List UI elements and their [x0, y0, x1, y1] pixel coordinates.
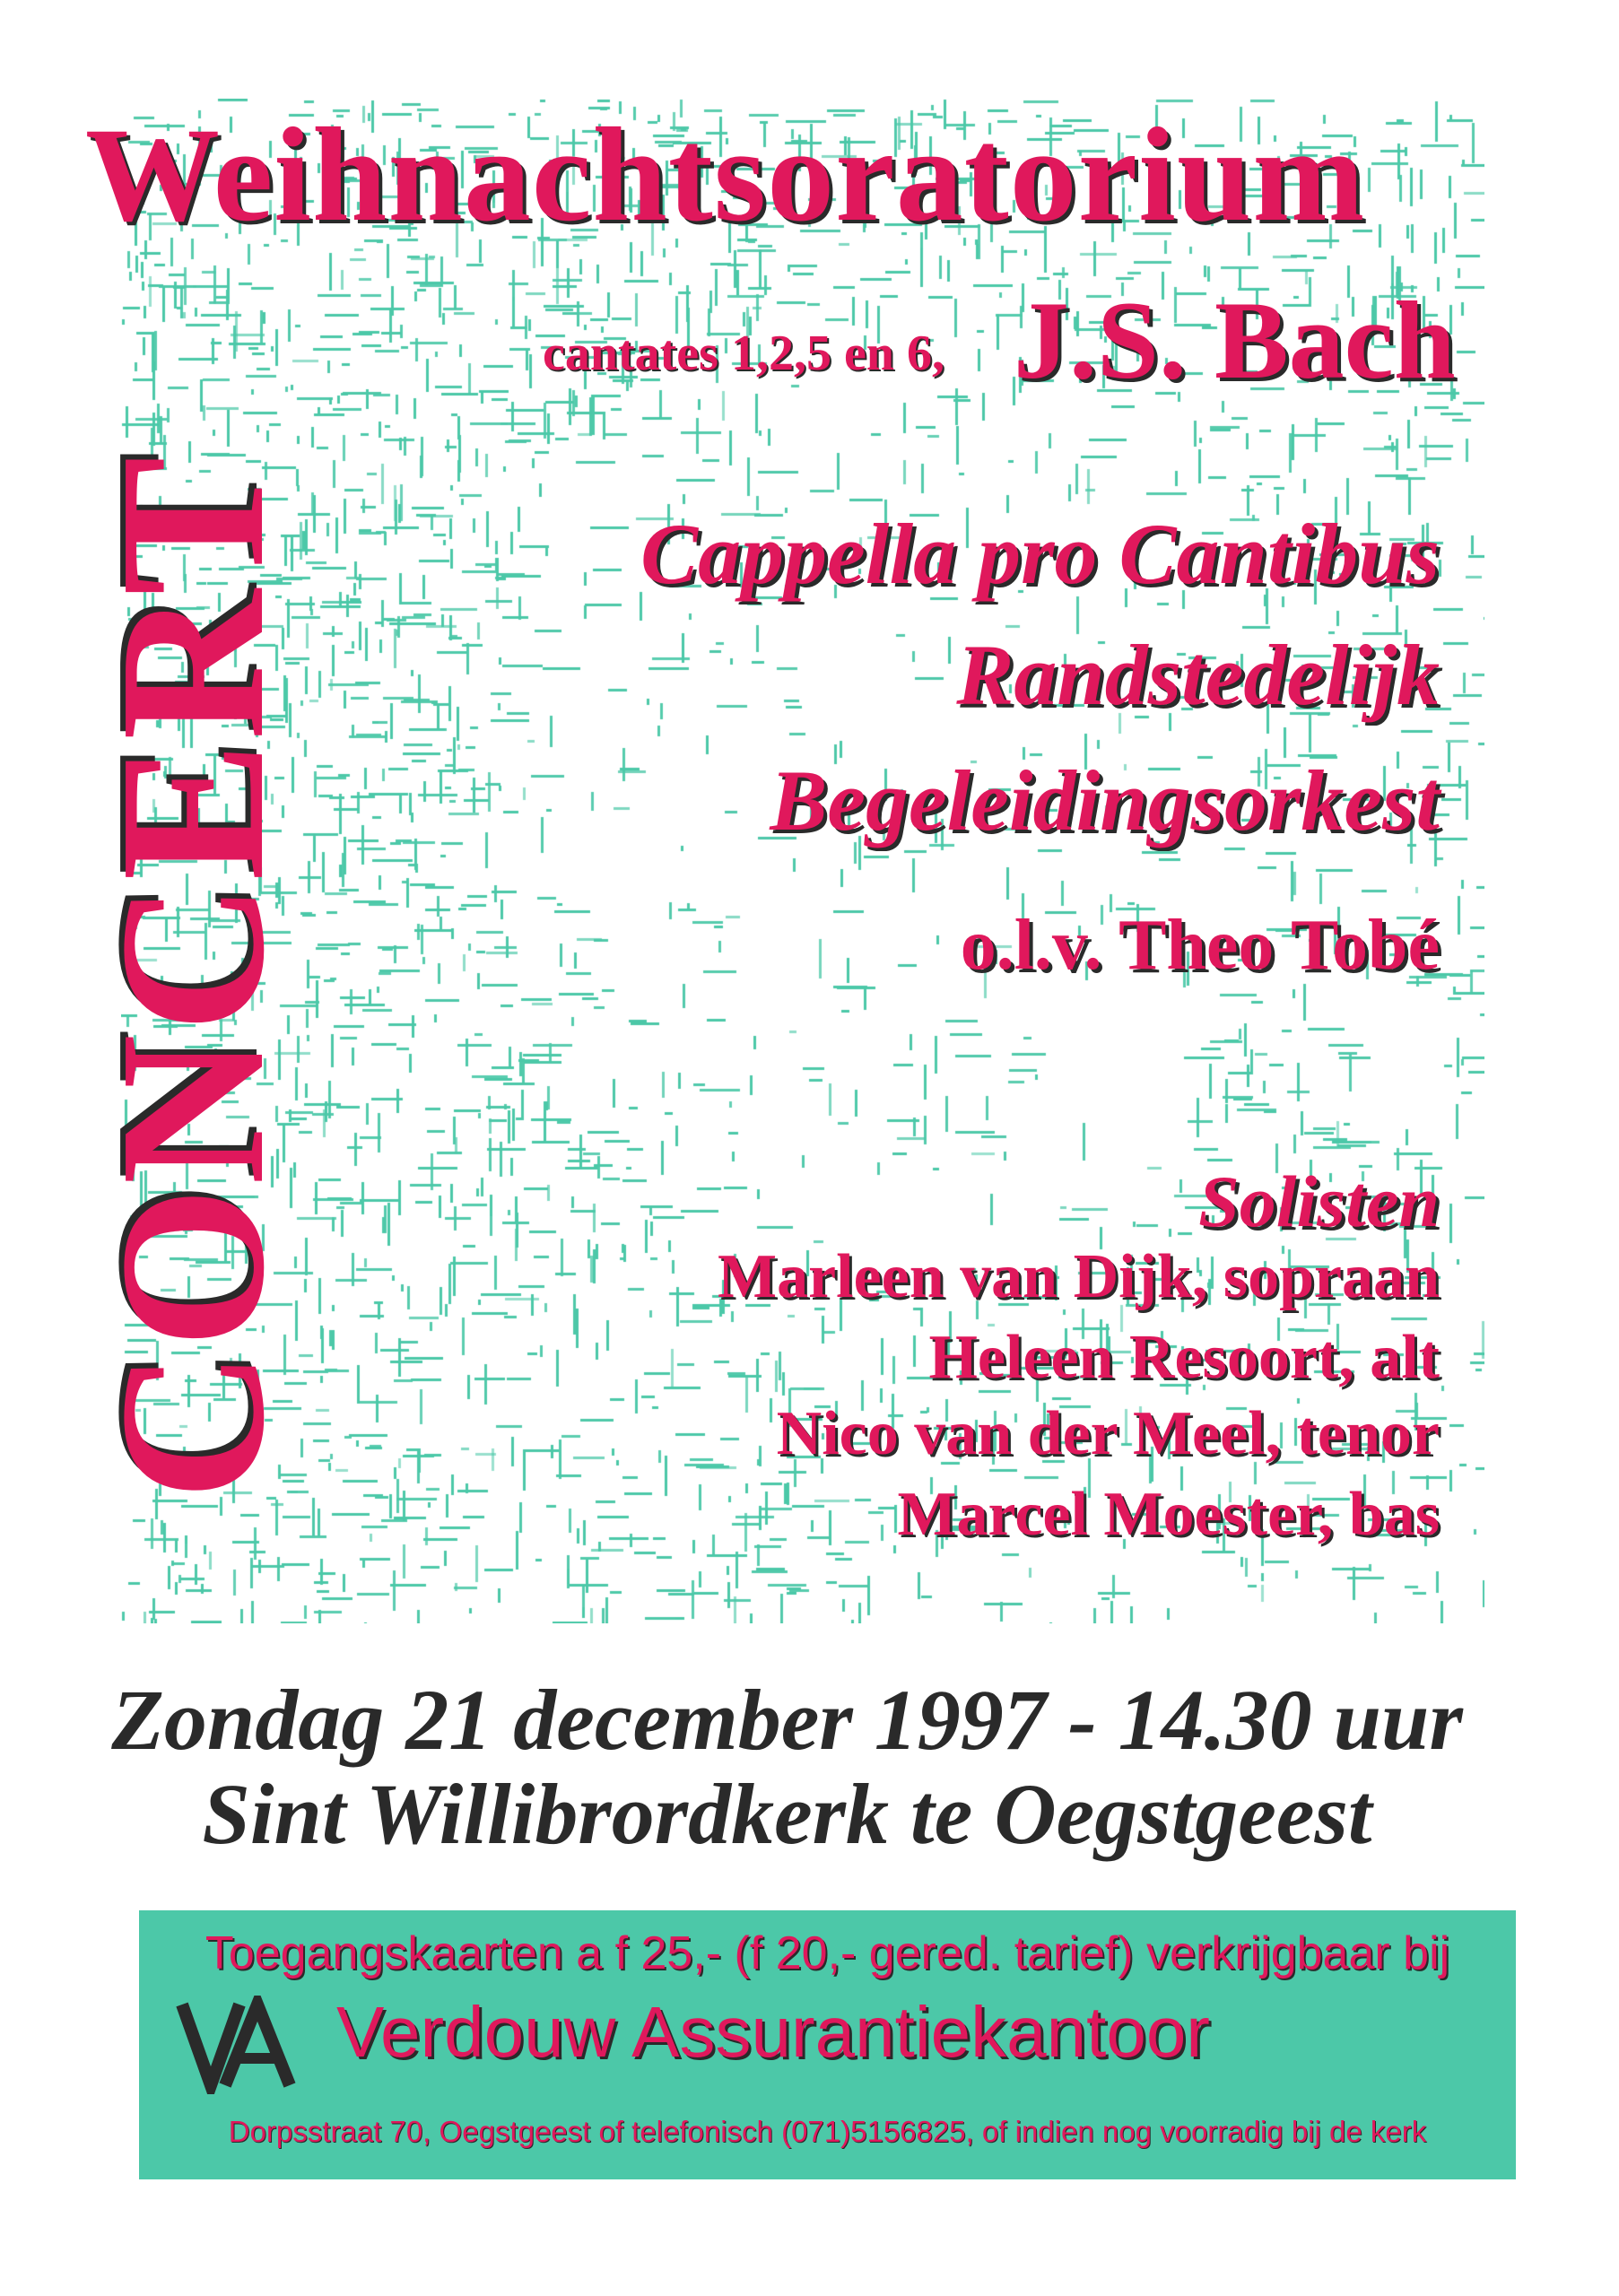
soloist-soprano: Marleen van Dijk, sopraan [718, 1242, 1440, 1311]
ticket-price-line: Toegangskaarten a f 25,- (f 20,- gered. tarief) verkrijgbaar bij [205, 1927, 1450, 1979]
soloists-heading: Solisten [1198, 1161, 1440, 1242]
side-label-concert: CONCERT [77, 455, 308, 1500]
orchestra-name-line1: Randstedelijk [956, 627, 1440, 723]
orchestra-name-line2: Begeleidingsorkest [770, 752, 1440, 848]
soloist-tenor: Nico van der Meel, tenor [776, 1399, 1440, 1468]
cantates-label: cantates 1,2,5 en 6, [543, 326, 944, 381]
soloist-bass: Marcel Moester, bas [897, 1480, 1440, 1549]
company-address: Dorpsstraat 70, Oegstgeest of telefonisch (071)5156825, of indien nog voorradig bij de kerk [228, 2115, 1427, 2148]
event-venue: Sint Willibrordkerk te Oegstgeest [202, 1766, 1372, 1862]
conductor: o.l.v. Theo Tobé [960, 906, 1440, 985]
soloist-alto: Heleen Resoort, alt [928, 1323, 1440, 1392]
ticket-info-box [139, 1910, 1516, 2179]
poster-title: Weihnachtsoratorium [85, 100, 1366, 249]
event-date-time: Zondag 21 december 1997 - 14.30 uur [111, 1672, 1463, 1768]
choir-name: Cappella pro Cantibus [640, 506, 1440, 602]
composer-name: J.S. Bach [1014, 279, 1456, 402]
company-name: Verdouw Assurantiekantoor [336, 1992, 1210, 2072]
va-logo-icon [175, 1996, 300, 2094]
side-label-container [77, 318, 308, 1637]
